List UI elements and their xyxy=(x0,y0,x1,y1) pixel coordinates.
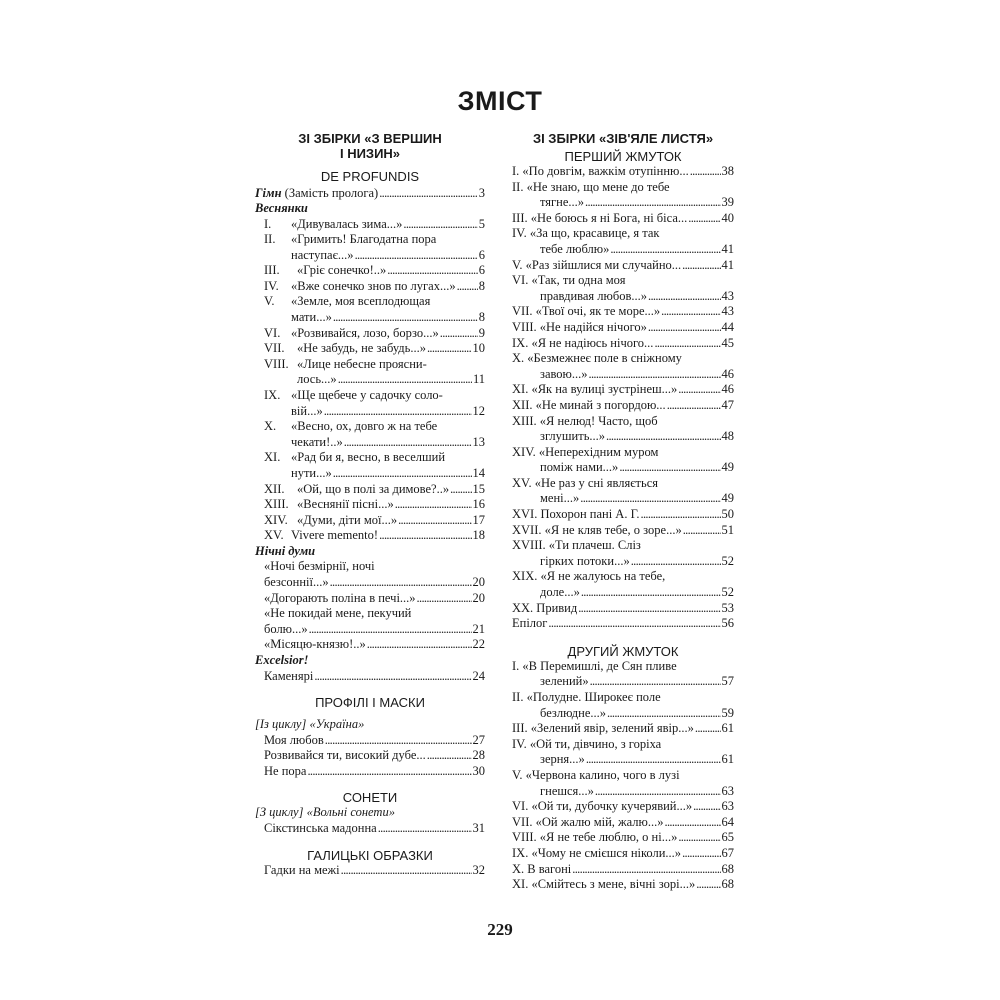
toc-entry[interactable] xyxy=(255,482,485,498)
toc-entry[interactable] xyxy=(512,398,734,414)
toc-entry[interactable] xyxy=(255,232,485,263)
page-ref: 48 xyxy=(721,429,734,444)
toc-entry[interactable] xyxy=(512,336,734,352)
toc-entry[interactable] xyxy=(512,320,734,336)
toc-entry[interactable] xyxy=(512,382,734,398)
entry-title: IV. «Ой ти, дівчино, з горіха xyxy=(512,736,662,751)
entry-title: V. «Раз зійшлися ми случайно... xyxy=(512,257,682,272)
toc-entry[interactable] xyxy=(512,304,734,320)
toc-entry[interactable] xyxy=(255,326,485,342)
page-ref: 61 xyxy=(721,752,734,767)
toc-entry[interactable] xyxy=(255,863,485,879)
entry-title: лось...» xyxy=(297,372,337,387)
entry-title: XIII. «Я нелюд! Часто, щоб xyxy=(512,413,658,428)
toc-list-druhyi xyxy=(512,659,734,893)
toc-list-excelsior xyxy=(255,669,485,685)
page-ref: 28 xyxy=(472,748,485,763)
toc-entry[interactable] xyxy=(255,821,485,837)
entry-title: «Ночі безмірнії, ночі xyxy=(264,559,375,574)
toc-list-vesnyanky xyxy=(255,217,485,544)
page-number: 229 xyxy=(487,920,513,939)
entry-title: I. «По довгім, важкім отупінню... xyxy=(512,164,689,178)
toc-entry[interactable] xyxy=(512,476,734,507)
toc-entry[interactable] xyxy=(255,357,485,388)
toc-entry[interactable] xyxy=(255,591,485,607)
subsection-title: Веснянки xyxy=(255,201,308,215)
entry-title: «Ой, що в полі за димове?..» xyxy=(297,481,450,496)
entry-title: Моя любов xyxy=(264,732,324,747)
entry-title: «Лице небесне проясни- xyxy=(297,356,427,371)
entry-title: «Веснянії пісні...» xyxy=(297,497,394,512)
toc-entry[interactable] xyxy=(255,497,485,513)
entry-title: Епілог xyxy=(512,616,548,631)
page-ref: 22 xyxy=(472,637,485,652)
page-ref: 32 xyxy=(472,862,485,877)
toc-list-ukraina xyxy=(255,733,485,780)
section-heading: ПЕРШИЙ ЖМУТОК xyxy=(564,149,682,164)
page-ref: 65 xyxy=(721,830,734,845)
page-ref: 40 xyxy=(721,210,734,225)
toc-entry[interactable] xyxy=(255,217,485,233)
entry-title: «Дивувалась зима...» xyxy=(291,216,403,231)
toc-list-galytski xyxy=(255,863,485,879)
entry-number: XII. xyxy=(264,481,285,496)
collection-heading-line: І НИЗИН» xyxy=(339,146,401,161)
entry-title: Розвивайся ти, високий дубе... xyxy=(264,748,426,763)
entry-title: «Ще щебече у садочку соло- xyxy=(291,388,443,403)
toc-entry[interactable] xyxy=(512,601,734,617)
toc-entry[interactable] xyxy=(512,862,734,878)
entry-title: вій...» xyxy=(291,403,323,418)
entry-title: зелений» xyxy=(540,674,589,689)
toc-entry[interactable] xyxy=(255,637,485,653)
page-ref: 11 xyxy=(472,372,485,387)
toc-entry[interactable] xyxy=(512,799,734,815)
page-ref: 16 xyxy=(472,497,485,512)
entry-title-bold: Гімн xyxy=(255,186,282,200)
page-ref: 43 xyxy=(721,304,734,319)
page-ref: 31 xyxy=(472,820,485,835)
toc-entry[interactable] xyxy=(512,507,734,523)
toc-entry[interactable] xyxy=(255,186,485,201)
section-heading: ГАЛИЦЬКІ ОБРАЗКИ xyxy=(307,847,433,863)
page-ref: 43 xyxy=(721,288,734,303)
page-ref: 67 xyxy=(721,845,734,860)
toc-entry[interactable] xyxy=(512,273,734,304)
entry-title: Гадки на межі xyxy=(264,862,340,877)
toc-entry[interactable] xyxy=(512,211,734,227)
entry-title: правдивая любов...» xyxy=(540,288,648,303)
page-ref: 12 xyxy=(472,403,485,418)
toc-entry[interactable] xyxy=(255,513,485,529)
page-ref: 44 xyxy=(721,319,734,334)
page-ref: 57 xyxy=(721,674,734,689)
toc-entry[interactable] xyxy=(255,669,485,685)
entry-title: XVI. Похорон пані А. Г. xyxy=(512,507,640,522)
section-heading: СОНЕТИ xyxy=(342,790,398,806)
toc-entry[interactable] xyxy=(512,659,734,690)
toc-entry[interactable] xyxy=(512,351,734,382)
toc-entry[interactable] xyxy=(512,815,734,831)
toc-entry[interactable] xyxy=(255,733,485,749)
toc-entry[interactable] xyxy=(512,846,734,862)
page-ref: 56 xyxy=(721,616,734,631)
toc-entry[interactable] xyxy=(255,528,485,544)
entry-title: VI. «Ой ти, дубочку кучерявий...» xyxy=(512,799,693,814)
entry-title: мені...» xyxy=(540,491,580,506)
toc-entry[interactable] xyxy=(512,523,734,539)
toc-entry[interactable] xyxy=(255,294,485,325)
page-ref: 20 xyxy=(472,590,485,605)
page-ref: 45 xyxy=(721,335,734,350)
entry-title: поміж нами...» xyxy=(540,460,619,475)
page-ref: 63 xyxy=(721,799,734,814)
entry-title: гірких потоки...» xyxy=(540,553,630,568)
entry-title: IV. «За що, красавице, я так xyxy=(512,226,660,241)
entry-number: VIII. xyxy=(264,356,289,371)
entry-number: XI. xyxy=(264,450,281,465)
section-heading: ДРУГИЙ ЖМУТОК xyxy=(567,643,679,659)
entry-title: «Не покидай мене, пекучий xyxy=(264,606,412,621)
entry-title: мати...» xyxy=(291,310,332,325)
entry-title: Не пора xyxy=(264,763,307,778)
page-ref: 52 xyxy=(721,585,734,600)
toc-entry[interactable] xyxy=(512,180,734,211)
entry-title: VI. «Так, ти одна моя xyxy=(512,273,626,288)
toc-entry[interactable] xyxy=(512,164,734,180)
page-ref: 68 xyxy=(721,861,734,876)
entry-title: «Не забудь, не забудь...» xyxy=(297,341,426,356)
page-ref: 15 xyxy=(472,481,485,496)
entry-title: доле...» xyxy=(540,585,580,600)
toc-entry[interactable] xyxy=(512,721,734,737)
entry-title: «Рад би я, весно, в веселший xyxy=(291,450,446,465)
toc-entry[interactable] xyxy=(512,877,734,893)
toc-entry[interactable] xyxy=(255,748,485,764)
entry-title: XII. «Не минай з погордою... xyxy=(512,397,666,412)
collection-heading xyxy=(255,131,485,161)
toc-entry[interactable] xyxy=(512,616,734,632)
entry-title: IX. «Чому не смієшся ніколи...» xyxy=(512,845,682,860)
entry-title: «Земле, моя всеплодющая xyxy=(291,294,431,309)
page-ref: 6 xyxy=(478,247,485,262)
page-ref: 6 xyxy=(478,263,485,278)
toc-right-column xyxy=(512,131,734,893)
page-ref: 9 xyxy=(478,325,485,340)
entry-title: тебе люблю» xyxy=(540,241,610,256)
entry-number: V. xyxy=(264,294,275,309)
page-ref: 38 xyxy=(721,164,734,178)
entry-title: XV. «Не раз у сні являється xyxy=(512,475,659,490)
entry-number: VII. xyxy=(264,341,285,356)
toc-entry[interactable] xyxy=(512,538,734,569)
entry-title: безлюдне...» xyxy=(540,705,606,720)
page-ref: 10 xyxy=(472,341,485,356)
entry-title: VIII. «Я не тебе люблю, о ні...» xyxy=(512,830,678,845)
entry-title: II. «Не знаю, що мене до тебе xyxy=(512,179,670,194)
entry-title: XVIII. «Ти плачеш. Сліз xyxy=(512,538,641,553)
entry-title: III. «Не боюсь я ні Бога, ні біса... xyxy=(512,210,688,225)
page-ref: 18 xyxy=(472,528,485,543)
entry-title: гнешся...» xyxy=(540,783,594,798)
section-heading: ПРОФІЛІ І МАСКИ xyxy=(315,695,425,711)
toc-entry[interactable] xyxy=(255,279,485,295)
entry-title: «Вже сонечко знов по лугах...» xyxy=(291,278,456,293)
entry-title: XIV. «Неперехідним муром xyxy=(512,444,659,459)
entry-title: «Догорають поліна в печі...» xyxy=(264,590,416,605)
entry-title: VIII. «Не надійся нічого» xyxy=(512,319,647,334)
toc-entry[interactable] xyxy=(512,690,734,721)
entry-number: IV. xyxy=(264,278,279,293)
entry-title: зглушить...» xyxy=(540,429,606,444)
entry-number: II. xyxy=(264,232,276,247)
entry-title: «Гримить! Благодатна пора xyxy=(291,232,437,247)
toc-entry[interactable] xyxy=(255,450,485,481)
entry-number: I. xyxy=(264,216,272,231)
page-ref: 41 xyxy=(721,241,734,256)
entry-title: VII. «Ой жалю мій, жалю...» xyxy=(512,814,664,829)
toc-entry[interactable] xyxy=(255,388,485,419)
page-ref: 17 xyxy=(472,512,485,527)
page-ref: 47 xyxy=(721,397,734,412)
entry-title: «Місяцю-князю!..» xyxy=(264,637,366,652)
cycle-title: [З циклу] «Вольні сонети» xyxy=(255,805,395,820)
toc-entry[interactable] xyxy=(255,341,485,357)
subsection-title: Excelsior! xyxy=(255,653,309,668)
entry-title: наступає...» xyxy=(291,247,354,262)
entry-title: зерня...» xyxy=(540,752,585,767)
page-ref: 3 xyxy=(478,186,485,200)
entry-title: Сікстинська мадонна xyxy=(264,820,377,835)
entry-number: III. xyxy=(264,263,280,278)
entry-number: XIV. xyxy=(264,512,288,527)
entry-title: нути...» xyxy=(291,466,332,480)
entry-number: IX. xyxy=(264,388,281,403)
toc-entry[interactable] xyxy=(255,263,485,279)
entry-title: V. «Червона калино, чого в лузі xyxy=(512,767,680,782)
entry-title: «Гріє сонечко!..» xyxy=(297,263,387,278)
page-ref: 51 xyxy=(721,522,734,537)
toc-entry[interactable] xyxy=(512,830,734,846)
entry-title: II. «Полудне. Широкеє поле xyxy=(512,690,661,704)
cycle-title: [Із циклу] «Україна» xyxy=(255,717,365,732)
toc-entry[interactable] xyxy=(512,258,734,274)
page-ref: 41 xyxy=(721,257,734,272)
entry-number: XIII. xyxy=(264,497,289,512)
page-ref: 53 xyxy=(721,600,734,615)
page-ref: 30 xyxy=(472,763,485,778)
toc-entry[interactable] xyxy=(255,764,485,780)
toc-entry[interactable] xyxy=(512,768,734,799)
toc-entry[interactable] xyxy=(255,559,485,590)
entry-title: XI. «Як на вулиці зустрінеш...» xyxy=(512,382,678,397)
collection-heading: ЗІ ЗБІРКИ «ЗІВ'ЯЛЕ ЛИСТЯ» xyxy=(532,131,714,146)
page-ref: 5 xyxy=(478,216,485,231)
entry-title: «Розвивайся, лозо, борзо...» xyxy=(291,325,439,340)
entry-title: XIX. «Я не жалуюсь на тебе, xyxy=(512,569,666,584)
toc-entry[interactable] xyxy=(255,419,485,450)
page-ref: 39 xyxy=(721,195,734,210)
page-ref: 46 xyxy=(721,366,734,381)
entry-title: XX. Привид xyxy=(512,600,578,615)
page-ref: 21 xyxy=(472,621,485,636)
page-ref: 49 xyxy=(721,460,734,475)
page-ref: 63 xyxy=(721,783,734,798)
page-ref: 52 xyxy=(721,553,734,568)
toc-entry[interactable] xyxy=(512,569,734,600)
entry-title: IX. «Я не надіюсь нічого... xyxy=(512,335,654,350)
entry-title: XI. «Смійтесь з мене, вічні зорі...» xyxy=(512,877,696,892)
toc-entry[interactable] xyxy=(512,445,734,476)
entry-title: тягне...» xyxy=(540,195,585,210)
section-heading: DE PROFUNDIS xyxy=(320,169,420,184)
page-title: ЗМІСТ xyxy=(457,86,543,116)
entry-number: VI. xyxy=(264,325,281,340)
entry-number: X. xyxy=(264,419,277,434)
page-ref: 14 xyxy=(472,466,485,480)
toc-entry[interactable] xyxy=(255,606,485,637)
collection-heading-line: ЗІ ЗБІРКИ «З ВЕРШИН xyxy=(298,131,442,146)
page-ref: 61 xyxy=(721,721,734,736)
entry-title: X. «Безмежнеє поле в сніжному xyxy=(512,351,682,366)
toc-entry[interactable] xyxy=(512,226,734,257)
page-ref: 8 xyxy=(478,278,485,293)
page-ref: 68 xyxy=(721,877,734,892)
entry-title: чекати!..» xyxy=(291,434,343,449)
entry-title: завою...» xyxy=(540,366,588,381)
page-ref: 24 xyxy=(472,668,485,683)
page-ref: 8 xyxy=(478,310,485,325)
toc-entry[interactable] xyxy=(512,737,734,768)
toc-list-volni xyxy=(255,821,485,837)
toc-entry[interactable] xyxy=(512,414,734,445)
page-ref: 20 xyxy=(472,575,485,590)
entry-title: VII. «Твої очі, як те море...» xyxy=(512,304,661,319)
entry-title: I. «В Перемишлі, де Сян пливе xyxy=(512,658,677,673)
page-ref: 13 xyxy=(472,434,485,449)
entry-title: Каменярі xyxy=(264,668,314,683)
entry-title: III. «Зелений явір, зелений явір...» xyxy=(512,721,694,736)
toc-left-column xyxy=(255,131,485,878)
entry-number: XV. xyxy=(264,528,284,543)
page-ref: 59 xyxy=(721,705,734,720)
page-ref: 46 xyxy=(721,382,734,397)
page-ref: 27 xyxy=(472,732,485,747)
page-ref: 49 xyxy=(721,491,734,506)
subsection-title: Нічні думи xyxy=(255,543,316,558)
page-ref: 64 xyxy=(721,814,734,829)
entry-title: (Замість пролога) xyxy=(281,186,379,200)
entry-title: X. В вагоні xyxy=(512,861,572,876)
entry-title: Vivere memento! xyxy=(291,528,379,543)
entry-title: «Думи, діти мої...» xyxy=(297,512,398,527)
page-ref: 50 xyxy=(721,507,734,522)
toc-list-nichni xyxy=(255,559,485,653)
toc-list-pershyi xyxy=(512,164,734,632)
entry-title: «Весно, ох, довго ж на тебе xyxy=(291,419,438,434)
entry-title: XVII. «Я не кляв тебе, о зоре...» xyxy=(512,522,682,537)
entry-title: болю...» xyxy=(264,621,308,636)
entry-title: безсоннії...» xyxy=(264,575,329,590)
